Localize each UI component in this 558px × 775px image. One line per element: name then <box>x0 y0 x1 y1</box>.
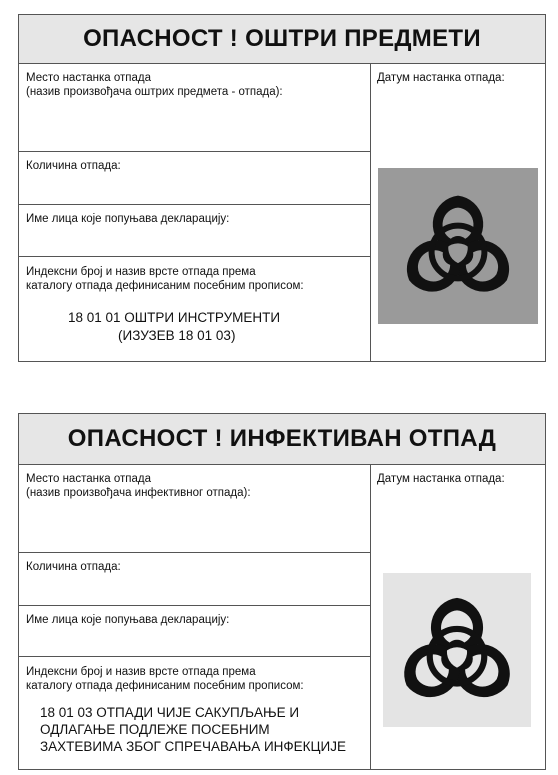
waste-code: 18 01 03 ОТПАДИ ЧИЈЕ САКУПЉАЊЕ И <box>40 705 300 720</box>
index-label: Индексни број и назив врсте отпада према <box>26 266 256 278</box>
origin-sublabel: (назив произвођача оштрих предмета - отпада): <box>26 86 283 98</box>
row-divider <box>18 552 370 553</box>
date-label: Датум настанка отпада: <box>377 473 505 485</box>
biohazard-panel <box>383 573 531 727</box>
waste-code-line3: ЗАХТЕВИМА ЗБОГ СПРЕЧАВАЊА ИНФЕКЦИЈЕ <box>40 739 346 754</box>
index-sublabel: каталогу отпада дефинисаним посебним прописом: <box>26 680 304 692</box>
biohazard-icon <box>398 186 518 306</box>
waste-code-note: (ИЗУЗЕВ 18 01 03) <box>118 328 236 343</box>
row-divider <box>18 656 370 657</box>
row-divider <box>18 204 370 205</box>
column-divider <box>370 464 371 770</box>
waste-code: 18 01 01 ОШТРИ ИНСТРУМЕНТИ <box>68 310 281 325</box>
declarant-label: Име лица које попуњава декларацију: <box>26 614 230 626</box>
quantity-label: Количина отпада: <box>26 561 121 573</box>
biohazard-panel <box>378 168 538 324</box>
row-divider <box>18 151 370 152</box>
index-sublabel: каталогу отпада дефинисаним посебним прописом: <box>26 280 304 292</box>
waste-code-line2: ОДЛАГАЊЕ ПОДЛЕЖЕ ПОСЕБНИМ <box>40 722 270 737</box>
origin-sublabel: (назив произвођача инфективног отпада): <box>26 487 251 499</box>
biohazard-icon <box>395 588 519 712</box>
row-divider <box>18 256 370 257</box>
date-label: Датум настанка отпада: <box>377 72 505 84</box>
label-title: ОПАСНОСТ ! ИНФЕКТИВАН ОТПАД <box>18 413 546 465</box>
column-divider <box>370 63 371 362</box>
label-title: ОПАСНОСТ ! ОШТРИ ПРЕДМЕТИ <box>18 14 546 64</box>
quantity-label: Количина отпада: <box>26 160 121 172</box>
origin-label: Место настанка отпада <box>26 72 151 84</box>
declarant-label: Име лица које попуњава декларацију: <box>26 213 230 225</box>
origin-label: Место настанка отпада <box>26 473 151 485</box>
index-label: Индексни број и назив врсте отпада према <box>26 666 256 678</box>
row-divider <box>18 605 370 606</box>
